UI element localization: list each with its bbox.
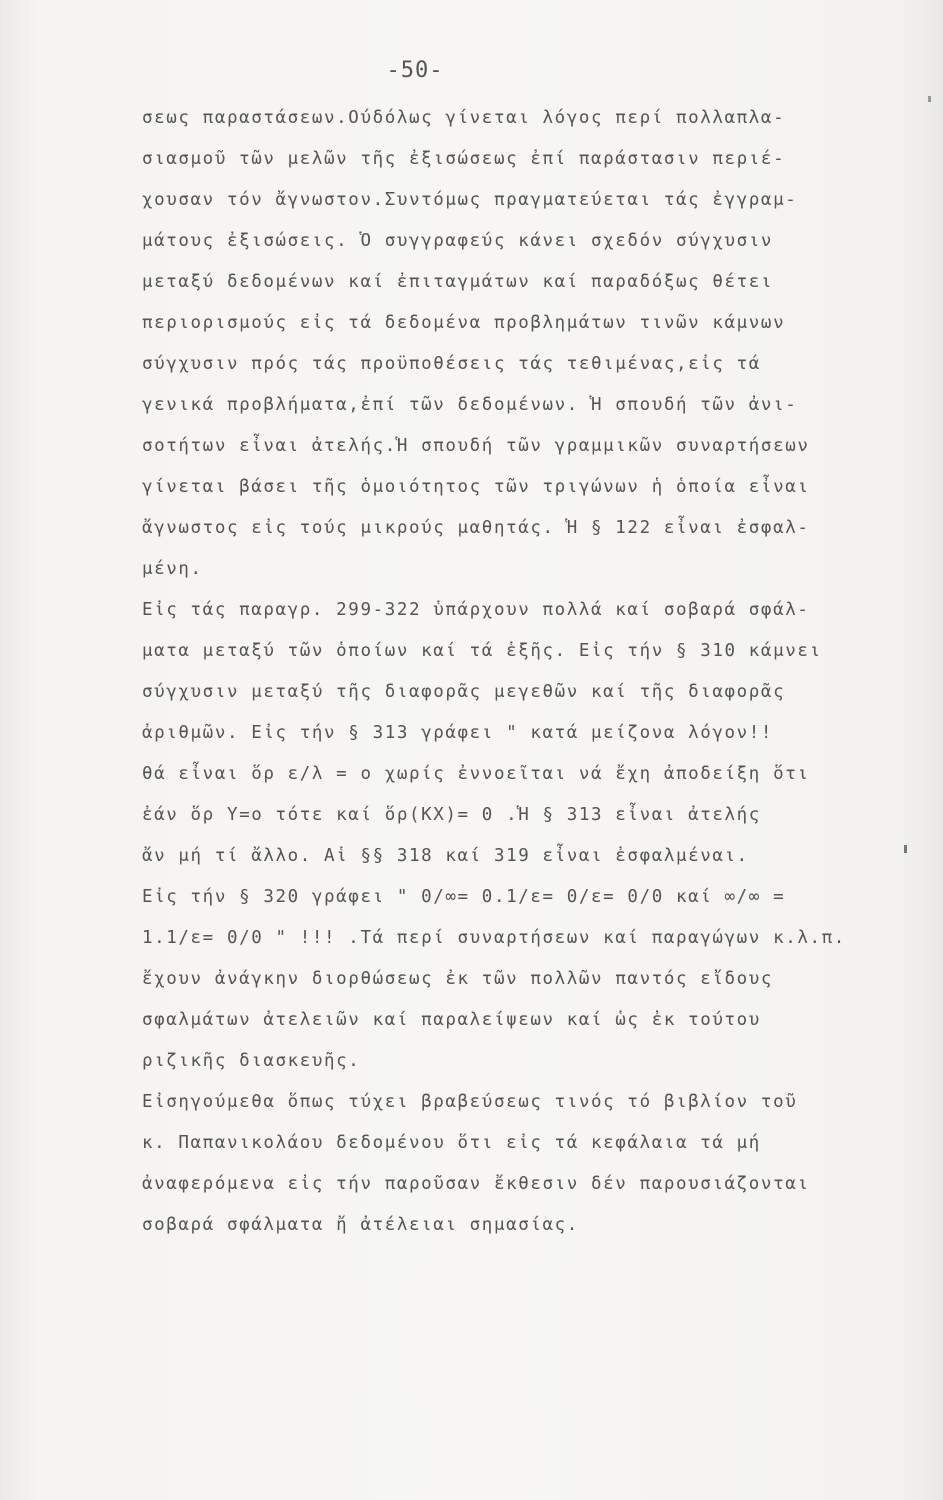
text-line: ματα μεταξύ τῶν ὁποίων καί τά ἑξῆς. Εἰς τήν § 310 κάμνει [142, 641, 822, 661]
text-line: ἀριθμῶν. Εἰς τήν § 313 γράφει " κατά μείζονα λόγον!! [142, 723, 774, 743]
text-line: σφαλμάτων ἀτελειῶν καί παραλείψεων καί ὡς ἐκ τούτου [142, 1010, 761, 1030]
text-line: ἐάν ὅρ Υ=ο τότε καί ὅρ(ΚΧ)= 0 .Ἡ § 313 εἶναι ἀτελής [142, 805, 761, 825]
text-line: μένη. [142, 559, 203, 579]
text-line: ἀναφερόμενα εἰς τήν παροῦσαν ἔκθεσιν δέν παρουσιάζονται [142, 1174, 810, 1194]
margin-mark [904, 845, 907, 853]
text-line: σεως παραστάσεων.Ούδόλως γίνεται λόγος περί πολλαπλα- [142, 108, 786, 128]
text-line: σύγχυσιν πρός τάς προϋποθέσεις τάς τεθιμένας,εἰς τά [142, 354, 761, 374]
text-line: γίνεται βάσει τῆς ὁμοιότητος τῶν τριγώνων ἡ ὁποία εἶναι [142, 477, 810, 497]
text-line: σοβαρά σφάλματα ἤ ἀτέλειαι σημασίας. [142, 1215, 579, 1235]
text-line: Εἰς τάς παραγρ. 299-322 ὑπάρχουν πολλά καί σοβαρά σφάλ- [142, 600, 810, 620]
text-line: σοτήτων εἶναι ἀτελής.Ἡ σπουδή τῶν γραμμικῶν συναρτήσεων [142, 436, 810, 456]
text-line: ἔχουν ἀνάγκην διορθώσεως ἐκ τῶν πολλῶν παντός εἴδους [142, 969, 774, 989]
text-line: σύγχυσιν μεταξύ τῆς διαφορᾶς μεγεθῶν καί τῆς διαφορᾶς [142, 682, 786, 702]
text-line: περιορισμούς εἰς τά δεδομένα προβλημάτων τινῶν κάμνων [142, 313, 786, 333]
page-number: -50- [386, 58, 444, 83]
text-line: κ. Παπανικολάου δεδομένου ὅτι εἰς τά κεφάλαια τά μή [142, 1133, 761, 1153]
text-line: Εἰς τήν § 320 γράφει " 0/∞= 0.1/ε= 0/ε= 0/0 καί ∞/∞ = [142, 887, 786, 907]
text-line: ἄγνωστος εἰς τούς μικρούς μαθητάς. Ἡ § 122 εἶναι ἐσφαλ- [142, 518, 810, 538]
text-line: Εἰσηγούμεθα ὅπως τύχει βραβεύσεως τινός τό βιβλίον τοῦ [142, 1092, 798, 1112]
scan-mark [928, 96, 931, 102]
text-line: χουσαν τόν ἄγνωστον.Συντόμως πραγματεύεται τάς ἐγγραμ- [142, 190, 798, 210]
text-line: θά εἶναι ὅρ ε/λ = ο χωρίς ἐννοεῖται νά ἔχη ἀποδείξη ὅτι [142, 764, 810, 784]
text-line: ριζικῆς διασκευῆς. [142, 1051, 361, 1071]
text-line: ἄν μή τί ἄλλο. Αἱ §§ 318 καί 319 εἶναι ἐσφαλμέναι. [142, 846, 749, 866]
text-line: σιασμοῦ τῶν μελῶν τῆς ἐξισώσεως ἐπί παράστασιν περιέ- [142, 149, 786, 169]
body-text [142, 98, 902, 1246]
text-line: μάτους ἐξισώσεις. Ὁ συγγραφεύς κάνει σχεδόν σύγχυσιν [142, 231, 774, 251]
text-line: γενικά προβλήματα,ἐπί τῶν δεδομένων. Ἡ σπουδή τῶν ἀνι- [142, 395, 798, 415]
text-line: 1.1/ε= 0/0 " !!! .Τά περί συναρτήσεων καί παραγώγων κ.λ.π. [142, 928, 846, 948]
text-line: μεταξύ δεδομένων καί ἐπιταγμάτων καί παραδόξως θέτει [142, 272, 774, 292]
